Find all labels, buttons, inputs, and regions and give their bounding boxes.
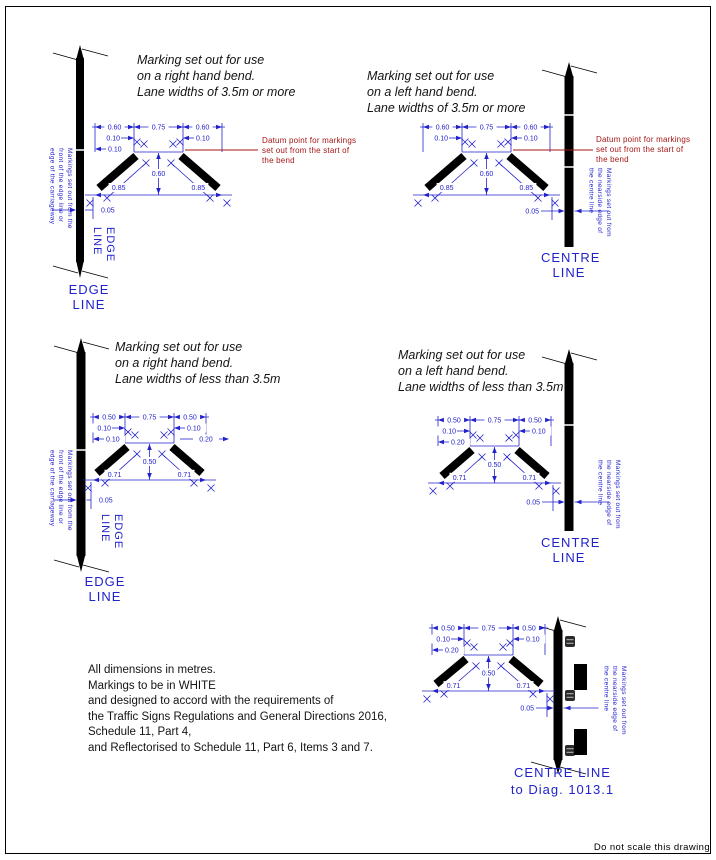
dim-label: 0.20: [199, 436, 213, 444]
note-line: Markings set out from: [613, 460, 621, 529]
caption-right-bend-narrow: [115, 339, 280, 387]
dim-label: 0.10: [526, 636, 540, 644]
dim-label: 0.71: [107, 471, 122, 479]
edge-setout-note: [47, 148, 73, 229]
dim-label: 0.50: [447, 417, 461, 425]
datum-note-line: the bend: [596, 155, 629, 164]
dim-label: 0.50: [487, 462, 502, 470]
dim-label: 0.05: [526, 499, 540, 507]
dim-label: 0.60: [195, 124, 210, 132]
dim-label: 0.05: [99, 497, 113, 505]
dim-label: 0.71: [452, 474, 467, 482]
datum-note: [262, 136, 356, 166]
datum-note-line: Datum point for markings: [262, 136, 357, 145]
dim-label: 0.50: [522, 625, 536, 633]
line-label-word: EDGE: [104, 227, 116, 263]
dim-label: 0.10: [524, 135, 538, 143]
line-label-word: LINE: [72, 296, 106, 312]
note-line: edge of the carriageway: [48, 450, 56, 527]
caption-line: Marking set out for use: [137, 53, 265, 67]
dim-label: 0.75: [142, 414, 157, 422]
dim-label: 0.60: [523, 124, 538, 132]
notes-line: Markings to be in WHITE: [88, 679, 216, 692]
notes-line: and designed to accord with the requirements of: [88, 695, 334, 708]
line-label-word: CENTRE: [541, 535, 601, 550]
line-label-word: CENTRE: [541, 250, 601, 265]
line-label-word: LINE: [552, 264, 586, 280]
dim-label: 0.10: [106, 436, 120, 444]
caption-line: Lane widths of less than 3.5m: [398, 380, 564, 394]
centre-line-label: [541, 535, 601, 565]
dim-label: 0.50: [183, 414, 197, 422]
do-not-scale-note: Do not scale this drawing: [593, 842, 710, 853]
note-line: Markings set out from: [604, 168, 612, 237]
note-line: Markings set out from the: [65, 148, 73, 229]
datum-note-line: set out from the start of: [596, 145, 684, 154]
note-line: the nearside edge of: [605, 460, 613, 526]
note-line: the centre line: [587, 168, 595, 214]
note-line: front of the edge line or: [57, 148, 65, 223]
centre-line-1013-label: [510, 765, 615, 798]
dim-label: 0.10: [106, 135, 120, 143]
dim-label: 0.60: [151, 171, 166, 179]
note-line: Markings set out from: [619, 666, 627, 735]
notes-line: Schedule 11, Part 4,: [88, 726, 192, 739]
dim-label: 0.05: [525, 208, 539, 216]
note-line: the centre line: [596, 460, 604, 506]
line-label-word: LINE: [88, 588, 122, 604]
line-label-word: to Diag. 1013.1: [510, 781, 615, 797]
note-line: the nearside edge of: [596, 168, 604, 234]
dim-label: 0.05: [101, 207, 115, 215]
dim-label: 0.60: [479, 171, 494, 179]
edge-setout-note: [47, 450, 73, 531]
caption-left-bend-narrow: [398, 347, 563, 395]
notes-line: All dimensions in metres.: [88, 664, 216, 676]
dim-label: 0.10: [532, 428, 546, 436]
notes-line: and Reflectorised to Schedule 11, Part 6, Items 3 and 7.: [88, 741, 373, 754]
dim-label: 0.71: [516, 683, 531, 691]
dim-label: 0.71: [446, 683, 461, 691]
edge-line-label-vertical: [90, 227, 116, 262]
line-label-word: EDGE: [68, 282, 110, 297]
dim-label: 0.10: [108, 146, 122, 154]
dim-label: 0.85: [439, 185, 454, 193]
note-line: the nearside edge of: [611, 666, 619, 732]
caption-left-bend-wide: [367, 68, 525, 116]
dim-label: 0.05: [520, 705, 534, 713]
caption-right-bend-wide: [137, 52, 295, 100]
dim-label: 0.50: [102, 414, 116, 422]
datum-note-line: the bend: [262, 156, 295, 165]
dim-label: 0.60: [435, 124, 450, 132]
datum-note: [596, 135, 690, 165]
caption-line: on a left hand bend.: [398, 364, 509, 378]
notes-line: the Traffic Signs Regulations and General Directions 2016,: [88, 710, 387, 723]
caption-line: Lane widths of 3.5m or more: [367, 101, 526, 115]
note-line: the centre line: [602, 666, 610, 712]
line-label-word: EDGE: [84, 574, 126, 589]
caption-line: Marking set out for use: [398, 348, 526, 362]
dim-label: 0.85: [519, 185, 534, 193]
line-label-word: LINE: [552, 549, 586, 565]
dim-label: 0.75: [487, 417, 502, 425]
caption-line: on a right hand bend.: [115, 356, 234, 370]
caption-line: on a left hand bend.: [367, 85, 478, 99]
edge-line-label: [61, 283, 117, 312]
dim-label: 0.60: [107, 124, 122, 132]
dim-label: 0.50: [528, 417, 542, 425]
note-line: front of the edge line or: [57, 450, 65, 525]
centre-setout-note: [595, 460, 621, 529]
caption-line: Lane widths of less than 3.5m: [115, 372, 281, 386]
line-label-word: CENTRE LINE: [514, 765, 611, 780]
general-notes: [88, 663, 387, 757]
dim-label: 0.71: [522, 474, 537, 482]
line-label-word: EDGE: [112, 514, 124, 550]
dim-label: 0.10: [434, 135, 448, 143]
line-label-word: LINE: [91, 227, 103, 256]
dim-label: 0.10: [196, 135, 210, 143]
datum-note-line: Datum point for markings: [596, 135, 691, 144]
caption-line: Marking set out for use: [115, 340, 243, 354]
centre-setout-note: [601, 666, 627, 735]
dim-label: 0.20: [445, 647, 459, 655]
datum-note-line: set out from the start of: [262, 146, 350, 155]
dim-label: 0.20: [451, 439, 465, 447]
dim-label: 0.75: [151, 124, 166, 132]
dim-label: 0.71: [177, 471, 192, 479]
dim-label: 0.10: [436, 636, 450, 644]
note-line: Markings set out from the: [65, 450, 73, 531]
centre-setout-note: [586, 168, 612, 237]
caption-line: Marking set out for use: [367, 69, 495, 83]
edge-line-label: [77, 575, 133, 604]
dim-label: 0.10: [97, 425, 111, 433]
note-line: edge of the carriageway: [48, 148, 56, 225]
line-label-word: LINE: [99, 514, 111, 543]
centre-line-label: [541, 250, 601, 280]
dim-label: 0.50: [441, 625, 455, 633]
dim-label: 0.10: [187, 425, 201, 433]
dim-label: 0.50: [142, 459, 157, 467]
caption-line: Lane widths of 3.5m or more: [137, 85, 296, 99]
dim-label: 0.75: [481, 625, 496, 633]
dim-label: 0.10: [442, 428, 456, 436]
dim-label: 0.85: [111, 185, 126, 193]
caption-line: on a right hand bend.: [137, 69, 256, 83]
dim-label: 0.50: [481, 670, 496, 678]
dim-label: 0.85: [191, 185, 206, 193]
dim-label: 0.75: [479, 124, 494, 132]
edge-line-label-vertical: [98, 514, 124, 549]
